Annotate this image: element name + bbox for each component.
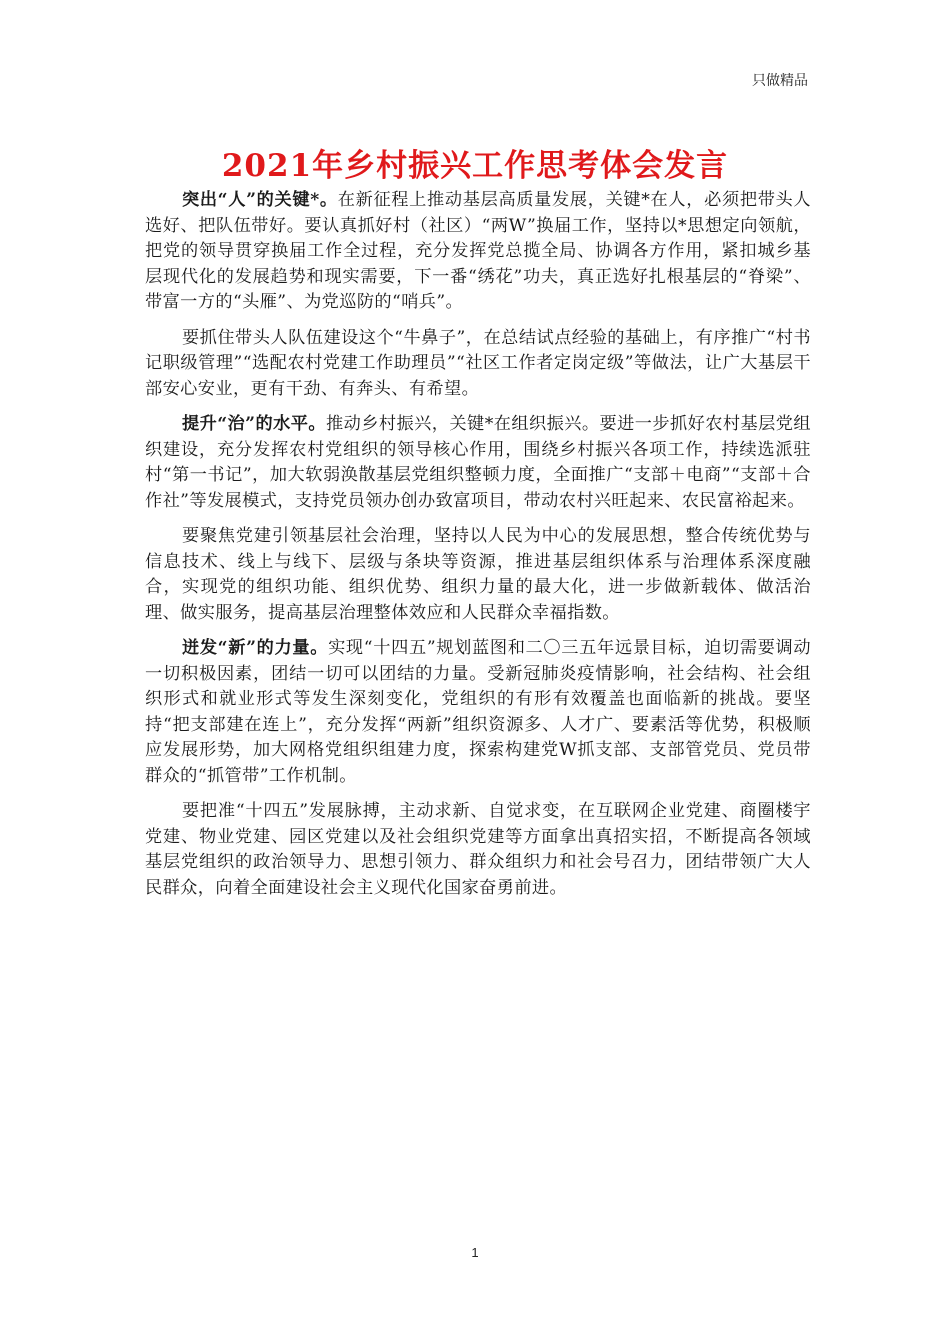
document-body <box>145 188 811 911</box>
page-number: 1 <box>471 1245 479 1260</box>
paragraph-lead: 迸发“新”的力量。 <box>181 638 329 658</box>
paragraph-text: 实现“十四五”规划蓝图和二〇三五年远景目标，迫切需要调动一切积极因素，团结一切可以团结的力量。受新冠肺炎疫情影响，社会结构、社会组织形式和就业形式等发生深刻变化，党组织的有形有效覆盖也面临新的挑战。要坚持“把支部建在连上”，充分发挥“两新”组织资源多、人才广、要素活等优势，积极顺应发展形势，加大网格党组织组建力度，探索构建党W抓支部、支部管党员、党员带群众的“抓管带”工作机制。 <box>145 638 811 786</box>
paragraph <box>145 799 811 901</box>
paragraph-text: 在新征程上推动基层高质量发展，关键*在人，必须把带头人选好、把队伍带好。要认真抓好村（社区）“两W”换届工作，坚持以*思想定向领航，把党的领导贯穿换届工作全过程，充分发挥党总揽全局、协调各方作用，紧扣城乡基层现代化的发展趋势和现实需要，下一番“绣花”功夫，真正选好扎根基层的“脊梁”、带富一方的“头雁”、为党巡防的“哨兵”。 <box>145 190 811 312</box>
paragraph <box>145 636 811 789</box>
paragraph <box>145 524 811 626</box>
header-note: 只做精品 <box>752 73 808 89</box>
paragraph-text: 要把准“十四五”发展脉搏，主动求新、自觉求变，在互联网企业党建、商圈楼宇党建、物业党建、园区党建以及社会组织党建等方面拿出真招实招，不断提高各领域基层党组织的政治领导力、思想引领力、群众组织力和社会号召力，团结带领广大人民群众，向着全面建设社会主义现代化国家奋勇前进。 <box>145 801 811 898</box>
document-title: 2021年乡村振兴工作思考体会发言 <box>221 148 729 184</box>
paragraph <box>145 326 811 403</box>
paragraph-lead: 突出“人”的关键*。 <box>181 190 338 210</box>
paragraph-text: 要聚焦党建引领基层社会治理，坚持以人民为中心的发展思想，整合传统优势与信息技术、线上与线下、层级与条块等资源，推进基层组织体系与治理体系深度融合，实现党的组织功能、组织优势、组织力量的最大化，进一步做新载体、做活治理、做实服务，提高基层治理整体效应和人民群众幸福指数。 <box>145 526 811 623</box>
paragraph <box>145 188 811 316</box>
paragraph-text: 推动乡村振兴，关键*在组织振兴。要进一步抓好农村基层党组织建设，充分发挥农村党组织的领导核心作用，围绕乡村振兴各项工作，持续选派驻村“第一书记”，加大软弱涣散基层党组织整顿力度，全面推广“支部＋电商”“支部＋合作社”等发展模式，支持党员领办创办致富项目，带动农村兴旺起来、农民富裕起来。 <box>145 414 812 511</box>
paragraph <box>145 412 811 514</box>
paragraph-text: 要抓住带头人队伍建设这个“牛鼻子”，在总结试点经验的基础上，有序推广“村书记职级管理”“选配农村党建工作助理员”“社区工作者定岗定级”等做法，让广大基层干部安心安业，更有干劲、有奔头、有希望。 <box>145 327 811 399</box>
paragraph-lead: 提升“治”的水平。 <box>181 414 327 434</box>
